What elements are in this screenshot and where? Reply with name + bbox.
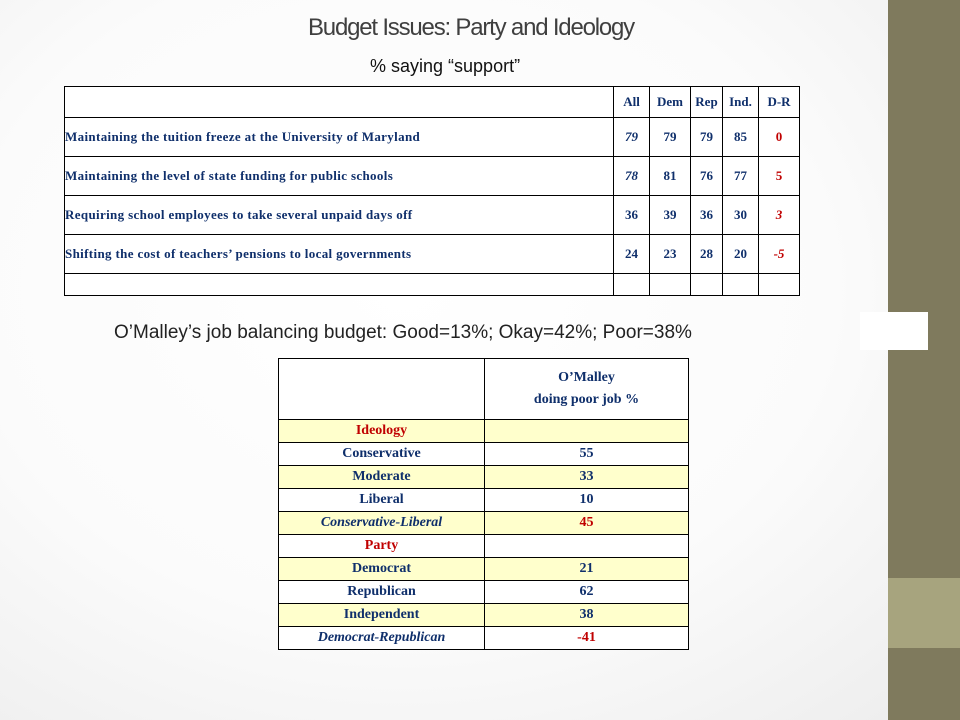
row-label: Conservative-Liberal: [279, 512, 485, 535]
cell-rep: 79: [691, 118, 723, 157]
cell-d-r: 3: [759, 196, 800, 235]
row-value: [485, 535, 689, 558]
header-line-2: doing poor job %: [533, 392, 640, 407]
table-row: [279, 558, 689, 581]
cell-rep: 36: [691, 196, 723, 235]
cell-rep: 76: [691, 157, 723, 196]
table-row: [279, 443, 689, 466]
row-value: [485, 420, 689, 443]
support-table: [64, 86, 800, 296]
table-row: [279, 604, 689, 627]
section-label: Ideology: [279, 420, 485, 443]
table-header-row: [65, 87, 800, 118]
row-label: Democrat-Republican: [279, 627, 485, 650]
row-value: 62: [485, 581, 689, 604]
cell-d-r: -5: [759, 235, 800, 274]
table-row: [279, 466, 689, 489]
table-row: [65, 235, 800, 274]
cell-d-r: 0: [759, 118, 800, 157]
table-header-row: [279, 359, 689, 420]
cell-ind: 77: [723, 157, 759, 196]
row-label: Democrat: [279, 558, 485, 581]
cell-dem: 23: [650, 235, 691, 274]
empty-cell: [723, 274, 759, 296]
empty-cell: [759, 274, 800, 296]
cell-dem: 39: [650, 196, 691, 235]
budget-job-note: O’Malley’s job balancing budget: Good=13%; Okay=42%; Poor=38%: [114, 322, 692, 343]
cell-all: 78: [614, 157, 650, 196]
cell-ind: 30: [723, 196, 759, 235]
row-label: Independent: [279, 604, 485, 627]
empty-cell: [65, 274, 614, 296]
section-row-party: [279, 535, 689, 558]
table-row: [65, 157, 800, 196]
row-label: Requiring school employees to take several unpaid days off: [65, 196, 614, 235]
row-value: 21: [485, 558, 689, 581]
col-header-ind: Ind.: [723, 87, 759, 118]
section-row-ideology: [279, 420, 689, 443]
table-footer-row: [65, 274, 800, 296]
row-label: Maintaining the tuition freeze at the University of Maryland: [65, 118, 614, 157]
row-value: 55: [485, 443, 689, 466]
empty-cell: [650, 274, 691, 296]
cell-d-r: 5: [759, 157, 800, 196]
empty-cell: [614, 274, 650, 296]
cell-ind: 20: [723, 235, 759, 274]
table-row: [279, 627, 689, 650]
table-row: [279, 489, 689, 512]
header-line-1: O’Malley: [558, 370, 615, 385]
row-label: Republican: [279, 581, 485, 604]
col-header-all: All: [614, 87, 650, 118]
sidebar-accent-block: [888, 578, 960, 648]
table-row: [65, 196, 800, 235]
slide-title: Budget Issues: Party and Ideology: [308, 14, 634, 41]
row-value: 45: [485, 512, 689, 535]
cell-all: 36: [614, 196, 650, 235]
row-value: 10: [485, 489, 689, 512]
table-row: [65, 118, 800, 157]
table-row: [279, 512, 689, 535]
row-label: Shifting the cost of teachers’ pensions to local governments: [65, 235, 614, 274]
row-label: Maintaining the level of state funding for public schools: [65, 157, 614, 196]
row-value: -41: [485, 627, 689, 650]
row-value: 38: [485, 604, 689, 627]
col-header-d-r: D-R: [759, 87, 800, 118]
col-header-poor-job: [485, 359, 689, 420]
blank-header-cell: [65, 87, 614, 118]
row-label: Moderate: [279, 466, 485, 489]
table-row: [279, 581, 689, 604]
col-header-rep: Rep: [691, 87, 723, 118]
row-label: Liberal: [279, 489, 485, 512]
cell-dem: 79: [650, 118, 691, 157]
decorative-tab: [860, 312, 928, 350]
col-header-dem: Dem: [650, 87, 691, 118]
cell-all: 79: [614, 118, 650, 157]
cell-all: 24: [614, 235, 650, 274]
empty-cell: [691, 274, 723, 296]
cell-ind: 85: [723, 118, 759, 157]
cell-dem: 81: [650, 157, 691, 196]
cell-rep: 28: [691, 235, 723, 274]
section-label: Party: [279, 535, 485, 558]
blank-header-cell: [279, 359, 485, 420]
row-label: Conservative: [279, 443, 485, 466]
slide-subtitle: % saying “support”: [370, 56, 521, 76]
row-value: 33: [485, 466, 689, 489]
poor-job-table: [278, 358, 689, 650]
